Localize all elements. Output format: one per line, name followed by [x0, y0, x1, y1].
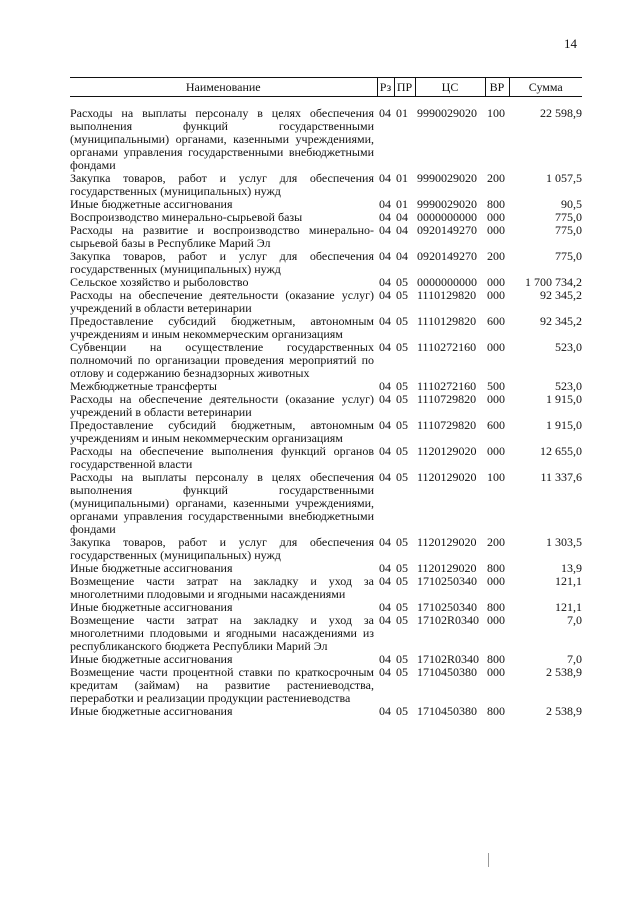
row-rz: 04 — [379, 340, 391, 354]
table-row — [70, 705, 582, 718]
row-name: Иные бюджетные ассигнования — [70, 600, 233, 614]
table-row — [70, 393, 582, 419]
table-row — [70, 289, 582, 315]
row-vr: 600 — [487, 314, 505, 328]
row-rz: 04 — [379, 275, 391, 289]
row-vr: 600 — [487, 418, 505, 432]
row-rz: 04 — [379, 470, 391, 484]
row-rz: 04 — [379, 561, 391, 575]
row-rz: 04 — [379, 379, 391, 393]
row-name: Сельское хозяйство и рыболовство — [70, 275, 249, 289]
row-pr: 05 — [396, 379, 408, 393]
row-rz: 04 — [379, 613, 391, 627]
row-rz: 04 — [379, 288, 391, 302]
row-cs: 9990029020 — [417, 197, 477, 211]
row-cs: 0920149270 — [417, 223, 477, 237]
table-body — [70, 97, 582, 719]
header-sum: Сумма — [509, 78, 582, 97]
row-sum: 1 303,5 — [546, 535, 582, 549]
row-vr: 100 — [487, 470, 505, 484]
row-pr: 05 — [396, 704, 408, 718]
row-vr: 800 — [487, 197, 505, 211]
header-vr: ВР — [485, 78, 509, 97]
row-vr: 800 — [487, 652, 505, 666]
row-pr: 05 — [396, 600, 408, 614]
row-rz: 04 — [379, 574, 391, 588]
row-rz: 04 — [379, 314, 391, 328]
row-sum: 775,0 — [555, 223, 582, 237]
row-rz: 04 — [379, 106, 391, 120]
row-vr: 000 — [487, 574, 505, 588]
row-name: Возмещение части процентной ставки по краткосрочным кредитам (займам) на развитие растениеводства, переработки и реализации продукции растениеводства — [70, 665, 374, 705]
row-vr: 000 — [487, 340, 505, 354]
row-rz: 04 — [379, 418, 391, 432]
row-cs: 1110272160 — [417, 340, 477, 354]
row-cs: 0000000000 — [417, 210, 477, 224]
row-name: Воспроизводство минерально-сырьевой базы — [70, 210, 303, 224]
table-row — [70, 172, 582, 198]
row-pr: 05 — [396, 275, 408, 289]
row-vr: 000 — [487, 665, 505, 679]
table-row — [70, 224, 582, 250]
row-name: Расходы на выплаты персоналу в целях обеспечения выполнения функций государственными (муниципальными) органами, казенными учреждениями, органами управления государственными внебюджетными фондами — [70, 106, 374, 172]
row-sum: 12 655,0 — [540, 444, 582, 458]
row-vr: 200 — [487, 171, 505, 185]
table-row — [70, 575, 582, 601]
row-pr: 05 — [396, 561, 408, 575]
table-row — [70, 471, 582, 536]
row-vr: 000 — [487, 613, 505, 627]
row-cs: 1120129020 — [417, 561, 477, 575]
row-cs: 1710450380 — [417, 665, 477, 679]
row-vr: 000 — [487, 392, 505, 406]
row-sum: 523,0 — [555, 340, 582, 354]
row-cs: 0000000000 — [417, 275, 477, 289]
row-name: Иные бюджетные ассигнования — [70, 561, 233, 575]
row-rz: 04 — [379, 210, 391, 224]
row-sum: 775,0 — [555, 249, 582, 263]
row-sum: 92 345,2 — [540, 288, 582, 302]
scan-mark — [488, 853, 489, 867]
row-rz: 04 — [379, 652, 391, 666]
row-sum: 1 057,5 — [546, 171, 582, 185]
row-cs: 1120129020 — [417, 470, 477, 484]
row-sum: 13,9 — [561, 561, 582, 575]
row-cs: 17102R0340 — [417, 652, 480, 666]
row-rz: 04 — [379, 249, 391, 263]
row-rz: 04 — [379, 197, 391, 211]
row-pr: 04 — [396, 223, 408, 237]
row-vr: 800 — [487, 704, 505, 718]
row-pr: 05 — [396, 613, 408, 627]
row-sum: 7,0 — [567, 613, 582, 627]
row-cs: 1710250340 — [417, 574, 477, 588]
row-name: Возмещение части затрат на закладку и уход за многолетними плодовыми и ягодными насаждениями из республиканского бюджета Республики Марий Эл — [70, 613, 374, 653]
header-rz: Рз — [377, 78, 394, 97]
row-cs: 9990029020 — [417, 171, 477, 185]
row-cs: 1710250340 — [417, 600, 477, 614]
table-row — [70, 536, 582, 562]
row-sum: 90,5 — [561, 197, 582, 211]
row-sum: 775,0 — [555, 210, 582, 224]
row-sum: 121,1 — [555, 574, 582, 588]
row-pr: 01 — [396, 171, 408, 185]
row-pr: 05 — [396, 470, 408, 484]
row-rz: 04 — [379, 392, 391, 406]
row-sum: 92 345,2 — [540, 314, 582, 328]
row-rz: 04 — [379, 665, 391, 679]
row-vr: 000 — [487, 288, 505, 302]
table-row — [70, 419, 582, 445]
row-cs: 1710450380 — [417, 704, 477, 718]
row-cs: 1110272160 — [417, 379, 477, 393]
row-pr: 05 — [396, 392, 408, 406]
row-pr: 05 — [396, 444, 408, 458]
row-name: Закупка товаров, работ и услуг для обеспечения государственных (муниципальных) нужд — [70, 249, 374, 276]
row-name: Предоставление субсидий бюджетным, автономным учреждениям и иным некоммерческим организациям — [70, 314, 374, 341]
row-pr: 04 — [396, 249, 408, 263]
table-row — [70, 250, 582, 276]
row-pr: 05 — [396, 652, 408, 666]
table-row — [70, 97, 582, 173]
row-cs: 1110729820 — [417, 418, 477, 432]
row-pr: 05 — [396, 418, 408, 432]
row-name: Иные бюджетные ассигнования — [70, 197, 233, 211]
table-row — [70, 614, 582, 653]
row-vr: 800 — [487, 561, 505, 575]
page-number: 14 — [564, 36, 577, 51]
row-sum: 22 598,9 — [540, 106, 582, 120]
row-pr: 05 — [396, 535, 408, 549]
table-row — [70, 315, 582, 341]
header-pr: ПР — [394, 78, 415, 97]
row-vr: 200 — [487, 535, 505, 549]
row-rz: 04 — [379, 535, 391, 549]
row-cs: 1110129820 — [417, 288, 477, 302]
row-rz: 04 — [379, 444, 391, 458]
budget-table — [70, 77, 582, 718]
row-cs: 17102R0340 — [417, 613, 480, 627]
row-name: Субвенции на осуществление государственных полномочий по организации проведения мероприятий по отлову и содержанию безнадзорных животных — [70, 340, 374, 380]
row-sum: 2 538,9 — [546, 665, 582, 679]
row-sum: 1 915,0 — [546, 418, 582, 432]
row-sum: 11 337,6 — [540, 470, 582, 484]
row-vr: 000 — [487, 223, 505, 237]
row-name: Закупка товаров, работ и услуг для обеспечения государственных (муниципальных) нужд — [70, 535, 374, 562]
row-cs: 9990029020 — [417, 106, 477, 120]
row-name: Расходы на обеспечение деятельности (оказание услуг) учреждений в области ветеринарии — [70, 392, 374, 419]
row-pr: 05 — [396, 665, 408, 679]
row-name: Предоставление субсидий бюджетным, автономным учреждениям и иным некоммерческим организациям — [70, 418, 374, 445]
row-vr: 800 — [487, 600, 505, 614]
row-pr: 01 — [396, 197, 408, 211]
row-sum: 523,0 — [555, 379, 582, 393]
row-cs: 1110729820 — [417, 392, 477, 406]
row-pr: 05 — [396, 340, 408, 354]
row-vr: 200 — [487, 249, 505, 263]
row-name: Иные бюджетные ассигнования — [70, 652, 233, 666]
header-cs: ЦС — [415, 78, 485, 97]
row-name: Расходы на развитие и воспроизводство минерально-сырьевой базы в Республике Марий Эл — [70, 223, 374, 250]
table-row — [70, 341, 582, 380]
table-row — [70, 445, 582, 471]
row-name: Расходы на выплаты персоналу в целях обеспечения выполнения функций государственными (муниципальными) органами, казенными учреждениями, органами управления государственными внебюджетными фондами — [70, 470, 374, 536]
row-sum: 2 538,9 — [546, 704, 582, 718]
row-name: Расходы на обеспечение деятельности (оказание услуг) учреждений в области ветеринарии — [70, 288, 374, 315]
row-sum: 7,0 — [567, 652, 582, 666]
row-rz: 04 — [379, 171, 391, 185]
row-rz: 04 — [379, 600, 391, 614]
row-name: Закупка товаров, работ и услуг для обеспечения государственных (муниципальных) нужд — [70, 171, 374, 198]
row-pr: 01 — [396, 106, 408, 120]
row-name: Межбюджетные трансферты — [70, 379, 217, 393]
row-pr: 05 — [396, 314, 408, 328]
row-pr: 05 — [396, 288, 408, 302]
row-pr: 04 — [396, 210, 408, 224]
row-sum: 1 700 734,2 — [525, 275, 582, 289]
row-vr: 500 — [487, 379, 505, 393]
row-vr: 100 — [487, 106, 505, 120]
row-name: Возмещение части затрат на закладку и уход за многолетними плодовыми и ягодными насаждениями — [70, 574, 374, 601]
row-pr: 05 — [396, 574, 408, 588]
row-name: Расходы на обеспечение выполнения функций органов государственной власти — [70, 444, 374, 471]
header-name: Наименование — [70, 78, 377, 97]
row-vr: 000 — [487, 444, 505, 458]
row-cs: 1110129820 — [417, 314, 477, 328]
row-rz: 04 — [379, 704, 391, 718]
row-rz: 04 — [379, 223, 391, 237]
row-sum: 1 915,0 — [546, 392, 582, 406]
row-cs: 1120129020 — [417, 444, 477, 458]
row-vr: 000 — [487, 210, 505, 224]
header-row — [70, 78, 582, 97]
row-cs: 1120129020 — [417, 535, 477, 549]
row-cs: 0920149270 — [417, 249, 477, 263]
row-name: Иные бюджетные ассигнования — [70, 704, 233, 718]
table-row — [70, 666, 582, 705]
row-vr: 000 — [487, 275, 505, 289]
row-sum: 121,1 — [555, 600, 582, 614]
